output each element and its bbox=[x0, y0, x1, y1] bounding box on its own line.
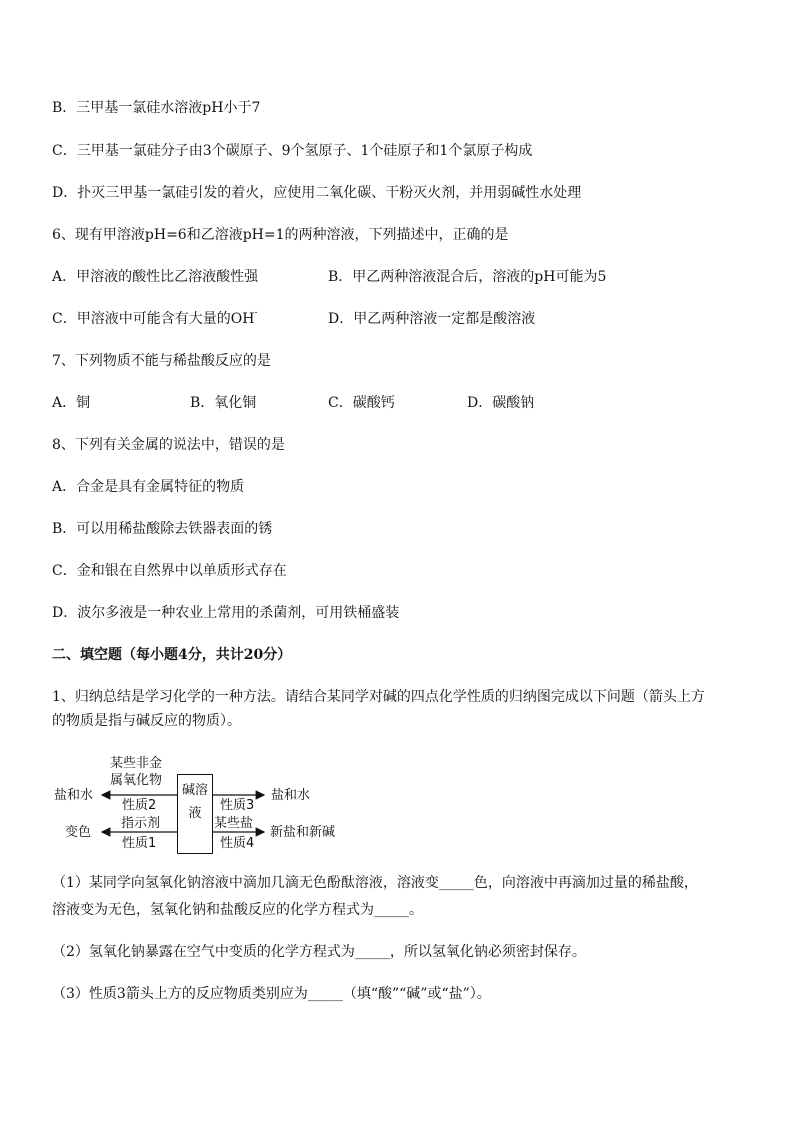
fill1-sub1-line2 bbox=[52, 900, 423, 920]
q8-option-c: C．金和银在自然界中以单质形式存在 bbox=[52, 563, 287, 579]
label-right-salt-water: 盐和水 bbox=[271, 788, 311, 803]
sub3-text-a: （3）性质3箭头上方的反应物质类别应为 bbox=[52, 986, 308, 1002]
sub2-blank-equation: _____ bbox=[354, 944, 390, 960]
q7-option-b: B．氧化铜 bbox=[190, 395, 257, 411]
fill1-stem-line2: 的物质是指与碱反应的物质）。 bbox=[52, 713, 241, 729]
q6-option-a: A．甲溶液的酸性比乙溶液酸性强 bbox=[52, 269, 259, 285]
sub1-line2-text-b: 。 bbox=[409, 902, 423, 918]
label-property1: 性质1 bbox=[122, 836, 157, 851]
sub3-text-b: （填“酸”“碱”或“盐”）。 bbox=[342, 986, 491, 1002]
label-indicator: 指示剂 bbox=[121, 816, 161, 831]
sub2-text-a: （2）氢氧化钠暴露在空气中变质的化学方程式为 bbox=[52, 944, 355, 960]
q6-option-d: D．甲乙两种溶液一定都是酸溶液 bbox=[328, 311, 536, 327]
label-property4: 性质4 bbox=[220, 836, 255, 851]
option-d-trimethylchlorosilane: D．扑灭三甲基一氯硅引发的着火，应使用二氧化碳、干粉灭火剂，并用弱碱性水处理 bbox=[52, 185, 582, 201]
sub2-text-b: ，所以氢氧化钠必须密封保存。 bbox=[389, 944, 586, 960]
label-nonmetal-oxide-2: 属氧化物 bbox=[110, 773, 163, 788]
q6-option-c-superscript: - bbox=[254, 308, 258, 318]
label-property3: 性质3 bbox=[220, 798, 255, 813]
fill1-sub2 bbox=[52, 942, 586, 962]
base-properties-diagram bbox=[48, 752, 368, 862]
fill1-sub3 bbox=[52, 984, 491, 1004]
section-heading: 二、填空题（每小题4分，共计20分） bbox=[52, 647, 292, 663]
sub1-line1-text-b: 色，向溶液中再滴加过量的稀盐酸， bbox=[473, 875, 698, 891]
sub1-line2-text-a: 溶液变为无色，氢氧化钠和盐酸反应的化学方程式为 bbox=[52, 902, 374, 918]
sub1-blank-equation: _____ bbox=[374, 902, 409, 918]
q7-option-c: C．碳酸钙 bbox=[328, 395, 395, 411]
q8-option-a: A．合金是具有金属特征的物质 bbox=[52, 479, 245, 495]
label-nonmetal-oxide-1: 某些非金 bbox=[110, 756, 163, 771]
label-new-salt-new-base: 新盐和新碱 bbox=[270, 825, 336, 840]
fill1-stem-line1: 1、归纳总结是学习化学的一种方法。请结合某同学对碱的四点化学性质的归纳图完成以下问题（箭头上方 bbox=[52, 689, 705, 705]
q6-option-c bbox=[52, 309, 257, 329]
q8-option-b: B．可以用稀盐酸除去铁器表面的锈 bbox=[52, 521, 273, 537]
sub3-blank-category: _____ bbox=[307, 986, 343, 1002]
option-c-trimethylchlorosilane: C．三甲基一氯硅分子由3个碳原子、9个氢原子、1个硅原子和1个氯原子构成 bbox=[52, 143, 533, 159]
sub1-blank-color: _____ bbox=[438, 875, 474, 891]
q7-option-d: D．碳酸钠 bbox=[467, 395, 535, 411]
q6-option-b: B．甲乙两种溶液混合后，溶液的pH可能为5 bbox=[328, 269, 607, 285]
base-solution-text: 碱溶液 bbox=[181, 783, 208, 821]
label-left-salt-water: 盐和水 bbox=[54, 788, 94, 803]
option-b-trimethylchlorosilane: B．三甲基一氯硅水溶液pH小于7 bbox=[52, 100, 261, 116]
base-solution-box bbox=[177, 774, 213, 854]
sub1-line1-text-a: （1）某同学向氢氧化钠溶液中滴加几滴无色酚酞溶液，溶液变 bbox=[52, 875, 439, 891]
q6-stem: 6、现有甲溶液pH=6和乙溶液pH=1的两种溶液，下列描述中，正确的是 bbox=[52, 227, 509, 243]
q6-option-c-text: C．甲溶液中可能含有大量的OH bbox=[52, 311, 255, 327]
q8-stem: 8、下列有关金属的说法中，错误的是 bbox=[52, 437, 285, 453]
label-color-change: 变色 bbox=[65, 825, 92, 840]
label-property2: 性质2 bbox=[122, 798, 157, 813]
q7-stem: 7、下列物质不能与稀盐酸反应的是 bbox=[52, 353, 271, 369]
q8-option-d: D．波尔多液是一种农业上常用的杀菌剂，可用铁桶盛装 bbox=[52, 605, 400, 621]
fill1-sub1-line1 bbox=[52, 873, 698, 893]
q7-option-a: A．铜 bbox=[52, 395, 91, 411]
label-some-salts: 某些盐 bbox=[214, 816, 254, 831]
